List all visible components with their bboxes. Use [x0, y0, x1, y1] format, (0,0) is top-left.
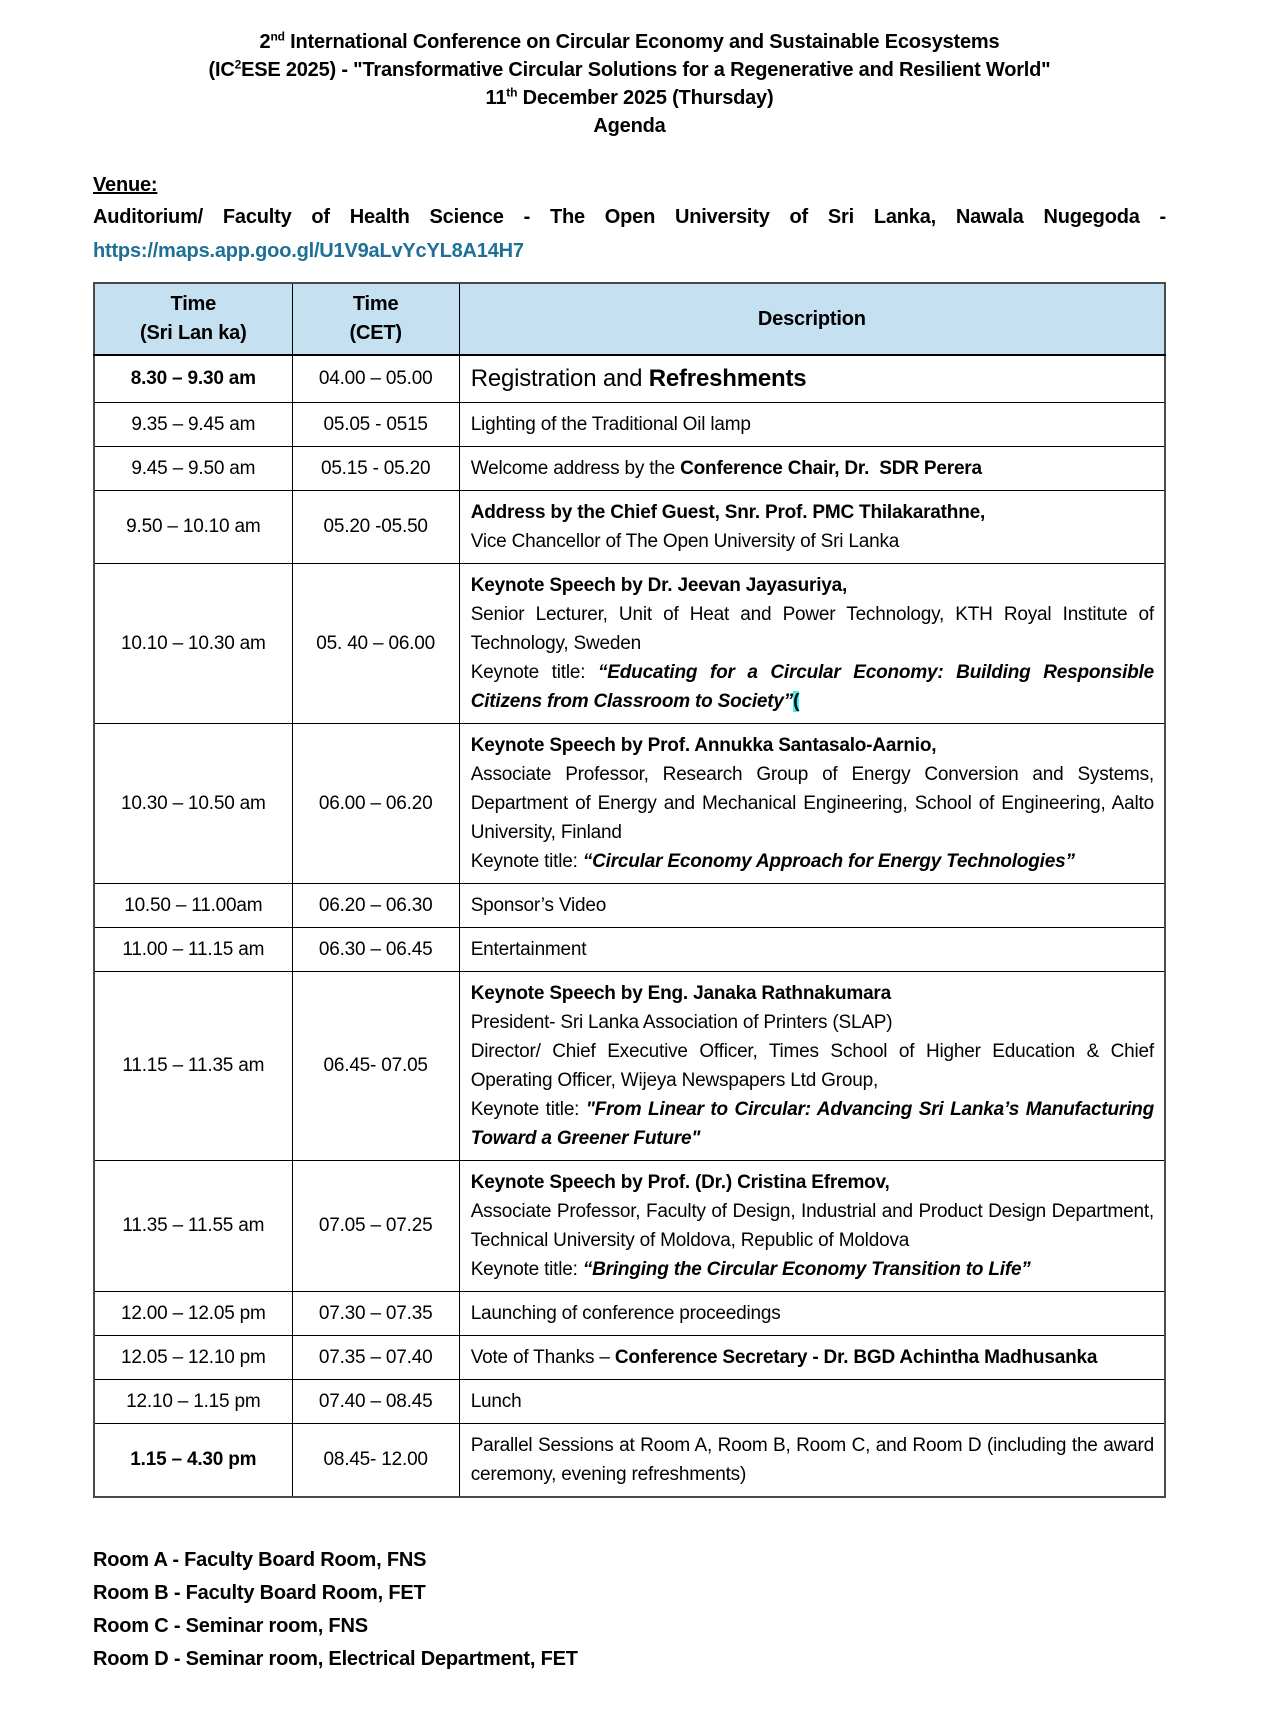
description-text-segment: Vote of Thanks – [470, 1347, 615, 1368]
room-d-line: Room D - Seminar room, Electrical Department, FET [93, 1648, 578, 1670]
title-line-1-base: 2 [259, 31, 271, 53]
description-text-segment: Associate Professor, Research Group of Energy Conversion and Systems, Department of Energy and Mechanical Engineering, School of Engineering, Aalto University, Finland [470, 764, 1154, 843]
description-paragraph [471, 731, 1154, 760]
description-text-segment: Keynote title: [470, 851, 583, 872]
description-text-segment: Senior Lecturer, Unit of Heat and Power Technology, KTH Royal Institute of Technology, Sweden [470, 604, 1154, 654]
description-cell [459, 491, 1165, 564]
description-paragraph [471, 1387, 1154, 1416]
description-cell [459, 724, 1165, 884]
time-sri-lanka-cell: 11.00 – 11.15 am [94, 928, 292, 972]
time-cet-cell: 08.45- 12.00 [292, 1424, 459, 1498]
venue-label: Venue: [93, 174, 158, 196]
description-text-segment: Conference Secretary - Dr. BGD Achintha Madhusanka [614, 1347, 1098, 1368]
description-text-segment: Lunch [470, 1391, 522, 1412]
room-b-line: Room B - Faculty Board Room, FET [93, 1582, 426, 1604]
title-line-2-rest: ESE 2025) - "Transformative Circular Solutions for a Regenerative and Resilient World" [241, 59, 1051, 81]
description-text-segment: Keynote Speech by Prof. (Dr.) Cristina Efremov, [470, 1172, 890, 1193]
time-sri-lanka-cell: 11.35 – 11.55 am [94, 1161, 292, 1292]
time-cet-cell: 05. 40 – 06.00 [292, 564, 459, 724]
description-paragraph [471, 760, 1154, 847]
description-paragraph [471, 498, 1154, 527]
description-paragraph [471, 571, 1154, 600]
title-line-3-superscript: th [506, 85, 518, 100]
title-line-1-superscript: nd [270, 29, 285, 44]
description-cell [459, 355, 1165, 403]
column-header-description: Description [459, 283, 1165, 355]
agenda-table-row [94, 355, 1165, 403]
description-text-segment: Keynote title: [470, 662, 598, 683]
time-cet-cell: 06.20 – 06.30 [292, 884, 459, 928]
description-paragraph [471, 1343, 1154, 1372]
agenda-table-row [94, 491, 1165, 564]
description-text-segment: Refreshments [648, 365, 807, 392]
title-line-2-superscript: 2 [234, 57, 242, 72]
description-text-segment: “Educating for a Circular Economy: Building Responsible Citizens from Classroom to Society” [470, 662, 1154, 712]
time-sri-lanka-cell: 11.15 – 11.35 am [94, 972, 292, 1161]
title-line-3-base: 11 [485, 87, 507, 109]
description-text-segment: President- Sri Lanka Association of Printers (SLAP) [470, 1012, 893, 1033]
description-paragraph [471, 600, 1154, 658]
description-paragraph [471, 1037, 1154, 1095]
venue-section [93, 170, 1166, 268]
time-cet-cell: 05.05 - 0515 [292, 403, 459, 447]
description-text-segment: Parallel Sessions at Room A, Room B, Room C, and Room D (including the award ceremony, evening refreshments) [470, 1435, 1154, 1485]
time-sri-lanka-cell: 9.45 – 9.50 am [94, 447, 292, 491]
description-paragraph [471, 1197, 1154, 1255]
title-agenda-label: Agenda [593, 115, 666, 137]
description-text-segment: Entertainment [470, 939, 587, 960]
column-header-time-cet-line1: Time [352, 293, 399, 315]
agenda-table-row [94, 724, 1165, 884]
time-sri-lanka-cell: 8.30 – 9.30 am [94, 355, 292, 403]
description-cell [459, 403, 1165, 447]
description-paragraph [471, 527, 1154, 556]
column-header-time-sri-lanka-line1: Time [170, 293, 217, 315]
description-paragraph [471, 1095, 1154, 1153]
time-sri-lanka-cell: 12.10 – 1.15 pm [94, 1380, 292, 1424]
time-sri-lanka-cell: 9.35 – 9.45 am [94, 403, 292, 447]
description-text-segment: Registration and [470, 365, 649, 392]
agenda-table-row [94, 1336, 1165, 1380]
time-sri-lanka-cell: 12.05 – 12.10 pm [94, 1336, 292, 1380]
description-cell [459, 884, 1165, 928]
time-cet-cell: 06.30 – 06.45 [292, 928, 459, 972]
agenda-table-body [94, 355, 1165, 1497]
time-cet-cell: 05.15 - 05.20 [292, 447, 459, 491]
agenda-table-row [94, 447, 1165, 491]
column-header-time-cet [292, 283, 459, 355]
venue-address: Auditorium/ Faculty of Health Science - The Open University of Sri Lanka, Nawala Nugegoda - [93, 206, 1166, 228]
description-text-segment: Launching of conference proceedings [470, 1303, 781, 1324]
time-cet-cell: 04.00 – 05.00 [292, 355, 459, 403]
description-paragraph [471, 891, 1154, 920]
time-cet-cell: 07.05 – 07.25 [292, 1161, 459, 1292]
description-text-segment: Lighting of the Traditional Oil lamp [470, 414, 751, 435]
agenda-table-row [94, 564, 1165, 724]
description-text-segment: Vice Chancellor of The Open University of Sri Lanka [470, 531, 900, 552]
time-sri-lanka-cell: 12.00 – 12.05 pm [94, 1292, 292, 1336]
description-text-segment: Keynote title: [470, 1099, 586, 1120]
time-sri-lanka-cell: 10.30 – 10.50 am [94, 724, 292, 884]
description-paragraph [471, 1255, 1154, 1284]
description-text-segment: Keynote Speech by Eng. Janaka Rathnakumara [470, 983, 891, 1004]
time-sri-lanka-cell: 10.10 – 10.30 am [94, 564, 292, 724]
title-line-1-rest: International Conference on Circular Economy and Sustainable Ecosystems [284, 31, 1000, 53]
agenda-table [93, 282, 1166, 1498]
description-paragraph [471, 1168, 1154, 1197]
agenda-table-row [94, 972, 1165, 1161]
time-sri-lanka-cell: 1.15 – 4.30 pm [94, 1424, 292, 1498]
description-text-segment: Keynote title: [470, 1259, 583, 1280]
room-c-line: Room C - Seminar room, FNS [93, 1615, 368, 1637]
agenda-table-row [94, 403, 1165, 447]
description-cell [459, 564, 1165, 724]
time-cet-cell: 07.30 – 07.35 [292, 1292, 459, 1336]
agenda-table-row [94, 1424, 1165, 1498]
description-text-segment: Associate Professor, Faculty of Design, Industrial and Product Design Department, Technical University of Moldova, Republic of Moldova [470, 1201, 1154, 1251]
description-paragraph [471, 363, 1154, 395]
column-header-time-cet-line2: (CET) [349, 322, 402, 344]
agenda-table-header-row [94, 283, 1165, 355]
description-cell [459, 972, 1165, 1161]
document-title [93, 28, 1166, 140]
title-line-3 [93, 84, 1166, 112]
room-a-line: Room A - Faculty Board Room, FNS [93, 1549, 427, 1571]
venue-map-link[interactable]: https://maps.app.goo.gl/U1V9aLvYcYL8A14H7 [93, 240, 524, 262]
title-line-2-base: (IC [208, 59, 235, 81]
description-text-segment: "From Linear to Circular: Advancing Sri Lanka’s Manufacturing Toward a Greener Future" [470, 1099, 1154, 1149]
agenda-table-row [94, 1380, 1165, 1424]
description-text-segment: Director/ Chief Executive Officer, Times School of Higher Education & Chief Operating Officer, Wijeya Newspapers Ltd Group, [470, 1041, 1154, 1091]
description-paragraph [471, 454, 1154, 483]
description-cell [459, 1292, 1165, 1336]
time-cet-cell: 05.20 -05.50 [292, 491, 459, 564]
description-text-segment: Conference Chair, Dr. SDR Perera [680, 458, 982, 479]
time-cet-cell: 06.45- 07.05 [292, 972, 459, 1161]
description-cell [459, 1380, 1165, 1424]
description-text-segment: Sponsor’s Video [470, 895, 607, 916]
column-header-time-sri-lanka-line2: (Sri Lan ka) [140, 322, 247, 344]
description-paragraph [471, 1431, 1154, 1489]
description-text-segment: Address by the Chief Guest, Snr. Prof. PMC Thilakarathne, [470, 502, 986, 523]
room-legend [93, 1544, 1166, 1676]
highlighted-text: ( [793, 691, 800, 712]
description-cell [459, 447, 1165, 491]
agenda-table-row [94, 1292, 1165, 1336]
time-cet-cell: 06.00 – 06.20 [292, 724, 459, 884]
description-text-segment: “Bringing the Circular Economy Transition to Life” [582, 1259, 1031, 1280]
agenda-table-row [94, 884, 1165, 928]
time-sri-lanka-cell: 9.50 – 10.10 am [94, 491, 292, 564]
agenda-table-row [94, 1161, 1165, 1292]
description-cell [459, 1161, 1165, 1292]
description-paragraph [471, 979, 1154, 1008]
description-text-segment: Welcome address by the [470, 458, 681, 479]
time-cet-cell: 07.40 – 08.45 [292, 1380, 459, 1424]
description-text-segment: “Circular Economy Approach for Energy Technologies” [582, 851, 1075, 872]
title-line-3-rest: December 2025 (Thursday) [517, 87, 774, 109]
description-paragraph [471, 410, 1154, 439]
description-text-segment: Keynote Speech by Dr. Jeevan Jayasuriya, [470, 575, 848, 596]
column-header-time-sri-lanka [94, 283, 292, 355]
description-paragraph [471, 1008, 1154, 1037]
description-cell [459, 1424, 1165, 1498]
title-line-1 [93, 28, 1166, 56]
description-paragraph [471, 658, 1154, 716]
time-sri-lanka-cell: 10.50 – 11.00am [94, 884, 292, 928]
description-cell [459, 928, 1165, 972]
description-paragraph [471, 935, 1154, 964]
time-cet-cell: 07.35 – 07.40 [292, 1336, 459, 1380]
description-text-segment: Keynote Speech by Prof. Annukka Santasalo-Aarnio, [470, 735, 937, 756]
title-line-2 [93, 56, 1166, 84]
description-cell [459, 1336, 1165, 1380]
description-paragraph [471, 1299, 1154, 1328]
description-paragraph [471, 847, 1154, 876]
agenda-table-row [94, 928, 1165, 972]
